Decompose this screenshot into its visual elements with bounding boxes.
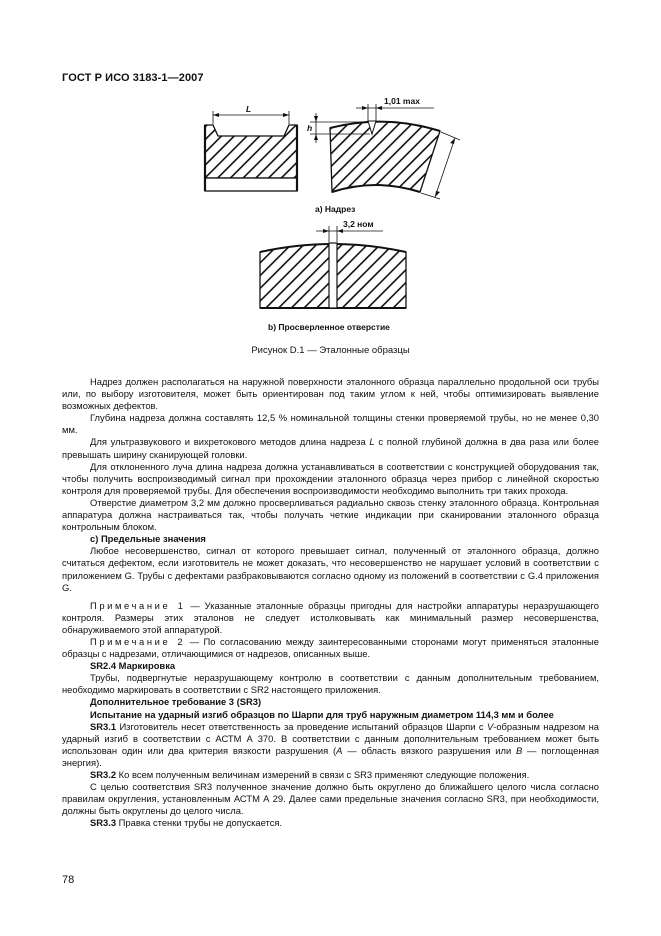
figure-caption: Рисунок D.1 — Эталонные образцы [251,345,410,356]
figure-d1 [0,0,661,340]
section-heading: c) Предельные значения [90,533,206,545]
paragraph: Для отклоненного луча длина надреза должна устанавливаться в соответствии с конструкцией оборудования так, чтобы получить воспроизводимый сигнал при прохождении эталонного образца через прибор с линейной скоростью контроля для проверяемой трубы. Для обеспечения воспроизводимости необходимо выполнить три таких прохода. [62,460,599,496]
dimension-h-label: h [307,123,313,133]
note-1: Примечание 1 — Указанные эталонные образцы пригодны для настройки аппаратуры неразрушающего контроля. Размеры этих эталонов не следует истолковывать как минимальный размер несовершенства, обнаруживаемого этой аппаратурой. [62,599,599,635]
figure-drawing [0,0,661,340]
section-heading: SR2.4 Маркировка [90,660,176,672]
dimension-L-label: L [246,104,252,114]
subfigure-a-label: a) Надрез [315,204,356,214]
subfigure-b-label: b) Просверленное отверстие [268,322,390,332]
note-2: Примечание 2 — По согласованию между заинтересованными сторонами могут применяться эталонные образцы с надрезами, отличающимися от надрезов, описанных выше. [62,635,599,660]
paragraph: SR3.3 Правка стенки трубы не допускается. [90,817,283,829]
paragraph: SR3.2 Ко всем полученным величинам измерений в связи с SR3 применяют следующие положения. [90,769,530,780]
paragraph: Отверстие диаметром 3,2 мм должно просверливаться радиально сквозь стенку эталонного образца. Контрольная аппаратура должна настраиваться так, чтобы получать четкие индикации при сканировании эталонного образца контрольным блоком. [62,496,599,533]
section-heading: Испытание на ударный изгиб образцов по Шарпи для труб наружным диаметром 114,3 мм и более [90,708,554,720]
paragraph: С целью соответствия SR3 полученное значение должно быть округлено до ближайшего целого числа согласно правилам округления, установленным АСТМ А 29. Далее сами предельные значения согласно SR3, при необходимости, должны быть округлены до целого числа. [62,781,599,817]
drilled-hole-specimen [260,226,406,308]
paragraph: Глубина надреза должна составлять 12,5 % номинальной толщины стенки проверяемой трубы, но не менее 0,30 мм. [62,412,599,436]
section-heading: Дополнительное требование 3 (SR3) [90,696,262,708]
dimension-max-label: 1,01 max [384,96,420,106]
paragraph: SR3.1 Изготовитель несет ответственность за проведение испытаний образцов Шарпи с V-образным надрезом на ударный изгиб в соответствии с АСТМ А 370. В соответствии с данным дополнительным требованием может быть использован один или два критерия вязкости разрушения (A — область вязкого разрушения или B — поглощенная энергия). [62,720,599,768]
paragraph: Трубы, подвергнутые неразрушающему контролю в соответствии с данным дополнительным требованием, необходимо маркировать в соответствии с SR2 настоящего приложения. [62,672,599,696]
paragraph: Любое несовершенство, сигнал от которого превышает сигнал, полученный от эталонного образца, должно считаться дефектом, если изготовитель не может доказать, что несовершенство не нарушает условий в соответствии с приложением G. Трубы с дефектами разбраковываются согласно одному из положений в соответствии с G.4 приложения G. [62,545,599,593]
page-number: 78 [62,874,75,886]
document-header: ГОСТ Р ИСО 3183-1—2007 [62,72,204,84]
notch-specimen-right [310,104,460,199]
paragraph: Надрез должен располагаться на наружной поверхности эталонного образца параллельно продольной оси трубы или, по выбору изготовителя, может быть ориентирован под таким углом к ней, чтобы оптимизировать выявление возможных дефектов. [62,376,599,412]
dimension-hole-label: 3,2 ном [343,219,374,229]
body-text [62,376,599,829]
paragraph: Для ультразвукового и вихретокового методов длина надреза L с полной глубиной должна в два раза или более превышать ширину сканирующей головки. [62,436,599,460]
notch-specimen-left [205,111,297,191]
